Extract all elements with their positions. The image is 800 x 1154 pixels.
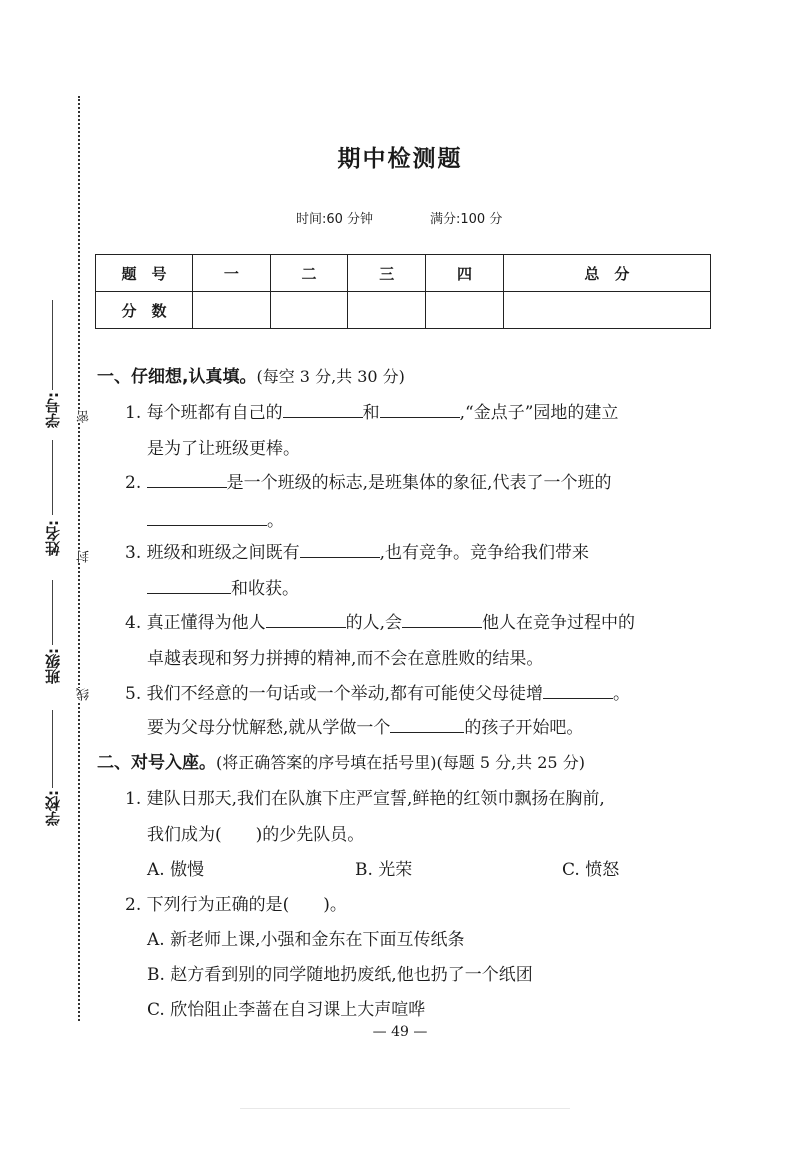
s1-q4-line1 [125,608,635,633]
score-cell-4[interactable] [426,292,504,329]
s1-q5-blank-1[interactable] [543,680,613,699]
s1-q4-text-c: 他人在竞争过程中的 [482,613,636,633]
s1-q1-blank-2[interactable] [380,399,460,418]
s1-q5-text-a: 5. 我们不经意的一句话或一个举动,都有可能使父母徒增 [125,684,544,704]
s1-q1-line2: 是为了让班级更棒。 [147,439,300,459]
seal-mark-mi: 密 [77,410,92,423]
header-cell-question-no: 题 号 [96,255,193,292]
s2-q2-option-b[interactable]: B. 赵方看到别的同学随地扔废纸,他也扔了一个纸团 [147,965,533,985]
s1-q5-text-d: 的孩子开始吧。 [464,718,584,738]
school-label: 学校: [44,790,62,826]
section1-note: (每空 3 分,共 30 分) [256,367,405,386]
s1-q5-text-b: 。 [613,684,631,704]
s1-q3-blank-1[interactable] [300,539,380,558]
page-number: — 49 — [372,1024,428,1040]
s1-q2-text-b: 是一个班级的标志,是班集体的象征,代表了一个班的 [226,473,612,493]
s2-q2-line: 2. 下列行为正确的是( )。 [125,895,347,915]
s1-q4-text-b: 的人,会 [345,613,403,633]
student-id-label: 学号: [44,392,62,428]
bleed-through-shadow [240,1108,570,1119]
s1-q3-text-c: 和收获。 [231,579,299,599]
section2-title: 二、对号入座。 [97,753,216,773]
s1-q1-text-b: 和 [362,403,380,423]
s2-q1-option-c[interactable]: C. 愤怒 [562,860,620,880]
s1-q2-line1 [125,468,611,493]
s2-q2-option-a[interactable]: A. 新老师上课,小强和金东在下面互传纸条 [147,930,465,950]
exam-full-score: 满分:100 分 [430,212,503,227]
s1-q1-text-c: ,“金点子”园地的建立 [459,403,619,423]
score-cell-total[interactable] [503,292,710,329]
s1-q2-text-c: 。 [267,511,284,531]
s1-q5-line1 [125,679,630,704]
header-cell-2: 二 [270,255,348,292]
section1-title: 一、仔细想,认真填。 [97,367,257,387]
score-cell-1[interactable] [193,292,271,329]
score-table-score-row [96,292,711,329]
s1-q5-blank-2[interactable] [390,714,464,733]
s1-q4-line2: 卓越表现和努力拼搏的精神,而不会在意胜败的结果。 [147,649,544,669]
s1-q3-line2 [147,574,299,599]
section1-heading [97,362,405,387]
s1-q4-text-a: 4. 真正懂得为他人 [125,613,266,633]
name-label: 姓名: [44,520,62,556]
school-field-line [52,710,73,788]
s1-q5-text-c: 要为父母分忧解愁,就从学做一个 [147,718,391,738]
s1-q2-blank-2[interactable] [147,507,267,526]
s1-q3-blank-2[interactable] [147,575,231,594]
section2-heading [97,748,585,773]
score-table-header-row [96,255,711,292]
seal-mark-feng: 封 [77,550,92,563]
score-table [95,254,711,329]
s1-q5-line2 [147,713,583,738]
s2-q1-line2: 我们成为( )的少先队员。 [147,825,365,845]
header-cell-3: 三 [348,255,426,292]
s1-q4-blank-1[interactable] [266,609,346,628]
s1-q2-line2 [147,506,284,531]
seal-mark-xian: 线 [77,688,92,701]
exam-time: 时间:60 分钟 [296,212,374,227]
class-field-line [52,580,73,645]
s2-q1-line1: 1. 建队日那天,我们在队旗下庄严宣誓,鲜艳的红领巾飘扬在胸前, [125,789,605,809]
header-cell-1: 一 [193,255,271,292]
score-cell-2[interactable] [270,292,348,329]
s2-q2-option-c[interactable]: C. 欣怡阻止李蔷在自习课上大声喧哗 [147,1000,426,1020]
s1-q2-text-a: 2. [125,473,142,493]
student-id-field-line [52,300,73,390]
class-label: 班级: [44,648,62,684]
score-cell-3[interactable] [348,292,426,329]
s2-q1-option-b[interactable]: B. 光荣 [355,860,413,880]
s1-q3-text-b: ,也有竞争。竞争给我们带来 [379,543,590,563]
name-field-line [52,440,73,515]
exam-title: 期中检测题 [337,146,463,172]
s1-q1-line1 [125,398,618,423]
s1-q4-blank-2[interactable] [402,609,482,628]
s1-q2-blank-1[interactable] [147,469,227,488]
header-cell-total: 总 分 [503,255,710,292]
s1-q3-line1 [125,538,589,563]
s2-q1-option-a[interactable]: A. 傲慢 [147,860,205,880]
header-cell-4: 四 [426,255,504,292]
row-label-score: 分 数 [96,292,193,329]
s1-q1-text-a: 1. 每个班都有自己的 [125,403,283,423]
s1-q3-text-a: 3. 班级和班级之间既有 [125,543,300,563]
s1-q1-blank-1[interactable] [283,399,363,418]
section2-note: (将正确答案的序号填在括号里)(每题 5 分,共 25 分) [216,753,585,772]
